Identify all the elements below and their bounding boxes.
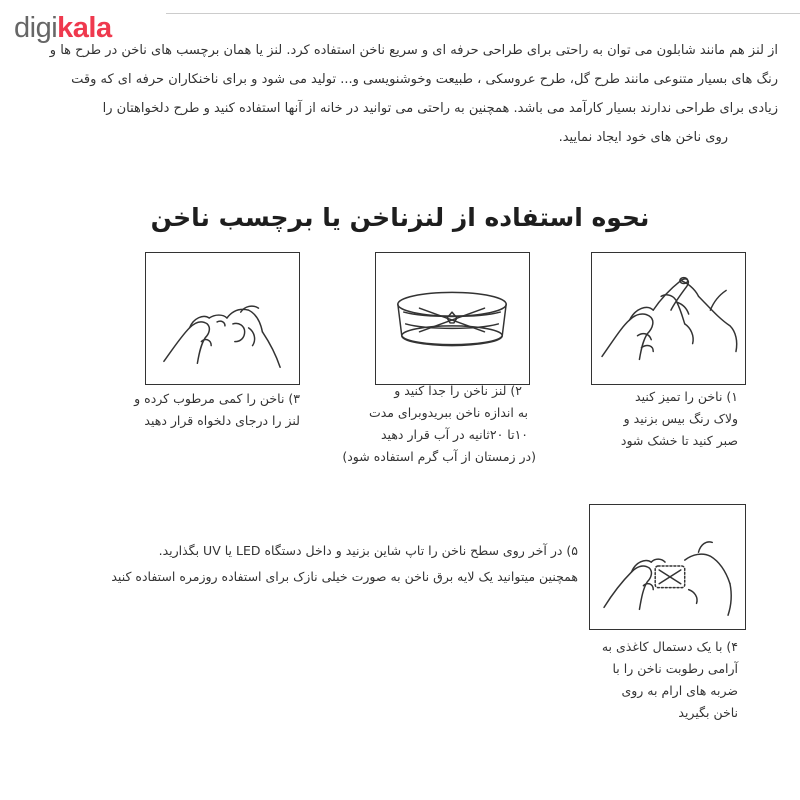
caption-line: (در زمستان از آب گرم استفاده شود): [342, 449, 536, 464]
caption-line: لنز را درجای دلخواه قرار دهید: [144, 413, 300, 428]
caption-line: ولاک رنگ بیس بزنید و: [623, 411, 738, 426]
caption-line: ناخن بگیرید: [678, 705, 738, 720]
step4-caption: [602, 636, 738, 724]
step5-caption: [111, 540, 578, 588]
step3-caption: [134, 388, 300, 432]
hands-pressing-tissue-icon: [590, 505, 745, 629]
water-bowl-icon: [376, 253, 529, 384]
caption-line: صبر کنید تا خشک شود: [620, 433, 738, 448]
hands-applying-sticker-icon: [146, 253, 299, 384]
step1-illustration: [591, 252, 746, 385]
intro-line: روی ناخن های خود ایجاد نمایید.: [558, 130, 728, 145]
step2-illustration: [375, 252, 530, 385]
step1-caption: [621, 386, 738, 452]
step2-caption: [342, 380, 536, 468]
caption-line: آرامی رطوبت ناخن را با: [612, 661, 738, 676]
caption-line: ۲) لنز ناخن را جدا کنید و: [394, 383, 522, 398]
step3-illustration: [145, 252, 300, 385]
caption-line: ۱) ناخن را تمیز کنید: [635, 389, 738, 404]
section-heading: نحوه استفاده از لنزناخن یا برچسب ناخن: [150, 203, 650, 232]
caption-line: ۴) با یک دستمال کاغذی به: [601, 639, 738, 654]
intro-line: رنگ های بسیار متنوعی مانند طرح گل، طرح عروسکی ، طبیعت وخوشنویسی و... تولید می شود و برای ناخنکاران حرفه ای که وقت: [71, 72, 778, 87]
intro-line: زیادی برای طراحی ندارند بسیار کارآمد می باشد. همچنین به راحتی می توانید در خانه از آنها استفاده کنید و طرح دلخواهتان را: [102, 101, 778, 116]
caption-line: ضربه های ارام به روی: [621, 683, 738, 698]
step4-illustration: [589, 504, 746, 630]
caption-line: ۱۰تا ۲۰ثانیه در آب قرار دهید: [381, 427, 528, 442]
header-divider: [166, 13, 800, 14]
caption-line: همچنین میتوانید یک لایه برق ناخن به صورت خیلی نازک برای استفاده روزمره استفاده کنید: [111, 569, 578, 584]
caption-line: ۵) در آخر روی سطح ناخن را تاپ شاین بزنید و داخل دستگاه LED یا UV بگذارید.: [158, 543, 578, 558]
logo-text-digi: digi: [14, 12, 58, 44]
intro-paragraph: [18, 36, 778, 152]
intro-line: از لنز هم مانند شابلون می توان به راحتی برای طراحی حرفه ای و سریع ناخن استفاده کرد. لنز یا همان برچسب های ناخن در طرح ها و: [49, 43, 778, 58]
logo-text-kala: kala: [57, 12, 112, 44]
caption-line: به اندازه ناخن ببریدوبرای مدت: [368, 405, 528, 420]
hands-holding-nail-icon: [592, 253, 745, 384]
caption-line: ۳) ناخن را کمی مرطوب کرده و: [134, 391, 300, 406]
